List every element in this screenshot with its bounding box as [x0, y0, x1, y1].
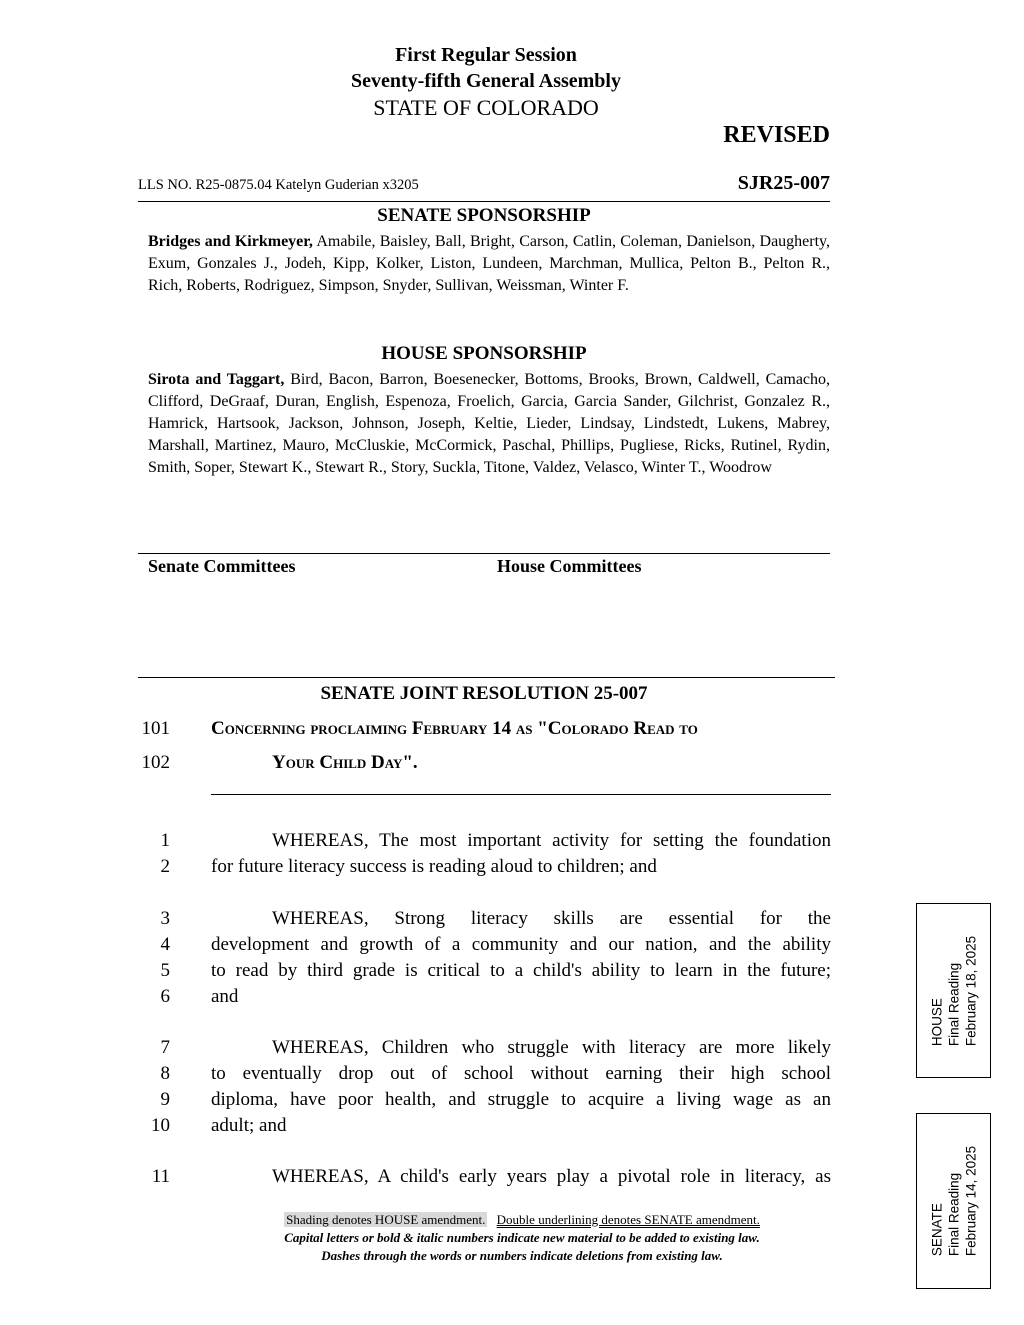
- line-number: 9: [160, 1089, 170, 1110]
- stamp-chamber: SENATE: [929, 1203, 944, 1257]
- house-committees-label: House Committees: [497, 556, 642, 576]
- resolution-subject-line: Your Child Day".: [272, 752, 418, 773]
- house-prime-sponsors: Sirota and Taggart,: [148, 371, 285, 388]
- body-line: to read by third grade is critical to a child's ability to learn in the future;: [211, 960, 831, 981]
- line-number: 6: [160, 986, 170, 1007]
- body-line: for future literacy success is reading aloud to children; and: [211, 856, 657, 877]
- line-number: 4: [160, 934, 170, 955]
- revised-label: REVISED: [723, 122, 830, 148]
- senate-prime-sponsors: Bridges and Kirkmeyer,: [148, 233, 313, 250]
- underline-note: Double underlining denotes SENATE amendment.: [496, 1212, 760, 1227]
- body-line: WHEREAS, Strong literacy skills are essential for the: [272, 908, 831, 929]
- line-number: 102: [141, 752, 170, 773]
- line-number: 3: [160, 908, 170, 929]
- stamp-chamber: HOUSE: [929, 997, 944, 1046]
- session-heading: First Regular Session: [395, 44, 577, 66]
- house-cosponsors: Bird, Bacon, Barron, Boesenecker, Bottoms, Brooks, Brown, Caldwell, Camacho, Clifford, DeGraaf, Duran, English, Espenoza, Froelich, Garcia, Garcia Sander, Gilchrist, Gonzalez R., Hamrick, Hartsook, Jackson, Johnson, Joseph, Keltie, Lieder, Lindsay, Lindstedt, Lukens, Mabrey, Marshall, Martinez, Mauro, McCluskie, McCormick, Paschal, Phillips, Pugliese, Ricks, Rutinel, Rydin, Smith, Soper, Stewart K., Stewart R., Story, Suckla, Titone, Valdez, Velasco, Winter T., Woodrow: [148, 371, 831, 476]
- body-line: and: [211, 986, 239, 1007]
- resolution-subject-line: Concerning proclaiming February 14 as "Colorado Read to: [211, 718, 698, 739]
- stamp-action: Final Reading: [946, 962, 961, 1046]
- lls-number: LLS NO. R25-0875.04 Katelyn Guderian x3205: [138, 177, 419, 193]
- line-number: 11: [151, 1166, 170, 1187]
- resolution-title: SENATE JOINT RESOLUTION 25-007: [320, 683, 648, 704]
- stamp-date: February 14, 2025: [963, 1145, 978, 1257]
- stamp-action: Final Reading: [946, 1172, 961, 1257]
- senate-sponsors: [148, 231, 830, 297]
- bill-number: SJR25-007: [737, 172, 830, 194]
- body-line: development and growth of a community and our nation, and the ability: [211, 934, 831, 955]
- state-heading: STATE OF COLORADO: [373, 95, 599, 120]
- capital-letters-note: Capital letters or bold & italic numbers indicate new material to be added to existing law.: [284, 1230, 760, 1245]
- body-line: adult; and: [211, 1115, 287, 1136]
- amendment-legend: [0, 1212, 1024, 1228]
- line-number: 101: [141, 718, 170, 739]
- line-number: 1: [160, 830, 170, 851]
- stamp-date: February 18, 2025: [963, 935, 978, 1046]
- assembly-heading: Seventy-fifth General Assembly: [351, 70, 621, 92]
- house-sponsorship-title: HOUSE SPONSORSHIP: [381, 343, 587, 364]
- subject-divider: [211, 794, 831, 795]
- body-line: WHEREAS, A child's early years play a pivotal role in literacy, as: [272, 1166, 831, 1187]
- senate-committees-label: Senate Committees: [148, 556, 296, 576]
- shading-note: Shading denotes HOUSE amendment.: [286, 1212, 486, 1227]
- senate-cosponsors: Amabile, Baisley, Ball, Bright, Carson, Catlin, Coleman, Danielson, Daugherty, Exum, Gonzales J., Jodeh, Kipp, Kolker, Liston, Lundeen, Marchman, Mullica, Pelton B., Pelton R., Rich, Roberts, Rodriguez, Simpson, Snyder, Sullivan, Weissman, Winter F.: [148, 233, 831, 294]
- body-line: diploma, have poor health, and struggle to acquire a living wage as an: [211, 1089, 831, 1110]
- resolution-divider: [138, 677, 835, 678]
- body-line: WHEREAS, The most important activity for setting the foundation: [272, 830, 831, 851]
- body-line: WHEREAS, Children who struggle with literacy are more likely: [272, 1037, 831, 1058]
- line-number: 10: [151, 1115, 170, 1136]
- line-number: 7: [160, 1037, 170, 1058]
- line-number: 5: [160, 960, 170, 981]
- senate-sponsorship-title: SENATE SPONSORSHIP: [377, 205, 591, 226]
- header-divider: [138, 201, 830, 202]
- dashes-note: Dashes through the words or numbers indicate deletions from existing law.: [321, 1248, 723, 1263]
- house-sponsors: [148, 369, 830, 479]
- committees-divider: [138, 553, 830, 554]
- line-number: 8: [160, 1063, 170, 1084]
- house-final-reading-stamp: [916, 903, 991, 1078]
- body-line: to eventually drop out of school without earning their high school: [211, 1063, 831, 1084]
- line-number: 2: [160, 856, 170, 877]
